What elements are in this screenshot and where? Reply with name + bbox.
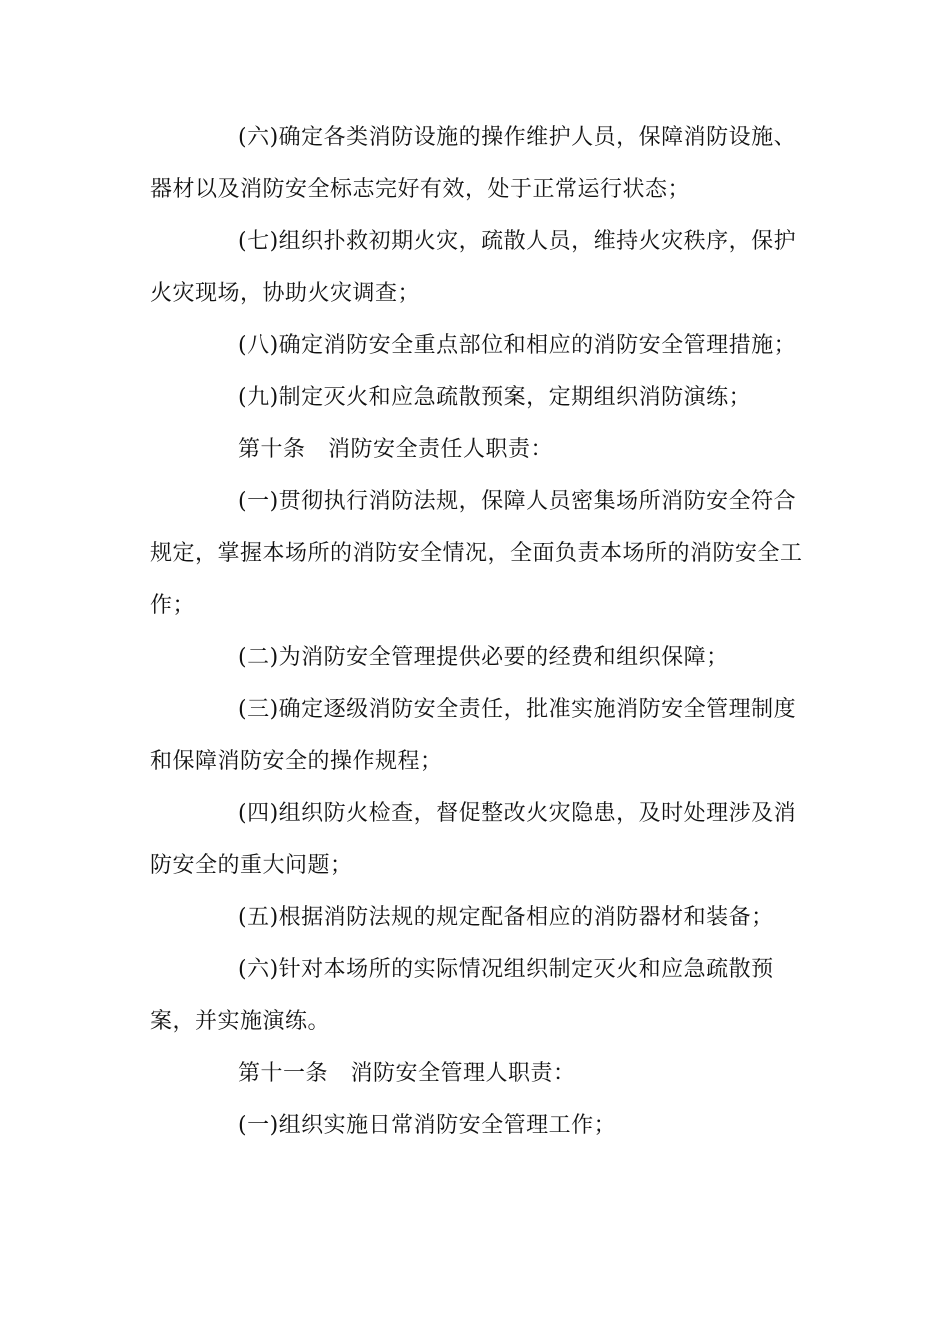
- text-line: (七)组织扑救初期火灾，疏散人员，维持火灾秩序，保护: [238, 229, 797, 254]
- text-line: (二)为消防安全管理提供必要的经费和组织保障；: [238, 645, 729, 670]
- text-line: (五)根据消防法规的规定配备相应的消防器材和装备；: [238, 905, 774, 930]
- text-line: (一)组织实施日常消防安全管理工作；: [238, 1113, 617, 1138]
- text-line: (九)制定灭火和应急疏散预案，定期组织消防演练；: [238, 385, 752, 410]
- text-line: 和保障消防安全的操作规程；: [150, 749, 443, 774]
- article-heading: 第十一条 消防安全管理人职责：: [238, 1061, 576, 1086]
- text-line: (六)针对本场所的实际情况组织制定灭火和应急疏散预: [238, 957, 774, 982]
- text-line: 器材以及消防安全标志完好有效，处于正常运行状态；: [150, 177, 691, 202]
- text-line: 作；: [150, 593, 196, 618]
- text-line: (三)确定逐级消防安全责任，批准实施消防安全管理制度: [238, 697, 797, 722]
- text-line: (八)确定消防安全重点部位和相应的消防安全管理措施；: [238, 333, 797, 358]
- article-heading: 第十条 消防安全责任人职责：: [238, 437, 554, 462]
- text-line: 火灾现场，协助火灾调查；: [150, 281, 421, 306]
- text-line: (四)组织防火检查，督促整改火灾隐患，及时处理涉及消: [238, 801, 797, 826]
- text-line: 案，并实施演练。: [150, 1009, 331, 1034]
- text-line: 规定，掌握本场所的消防安全情况，全面负责本场所的消防安全工: [150, 541, 803, 566]
- text-line: 防安全的重大问题；: [150, 853, 353, 878]
- document-body: [150, 112, 803, 1152]
- text-line: (一)贯彻执行消防法规，保障人员密集场所消防安全符合: [238, 489, 797, 514]
- text-line: (六)确定各类消防设施的操作维护人员，保障消防设施、: [238, 125, 797, 150]
